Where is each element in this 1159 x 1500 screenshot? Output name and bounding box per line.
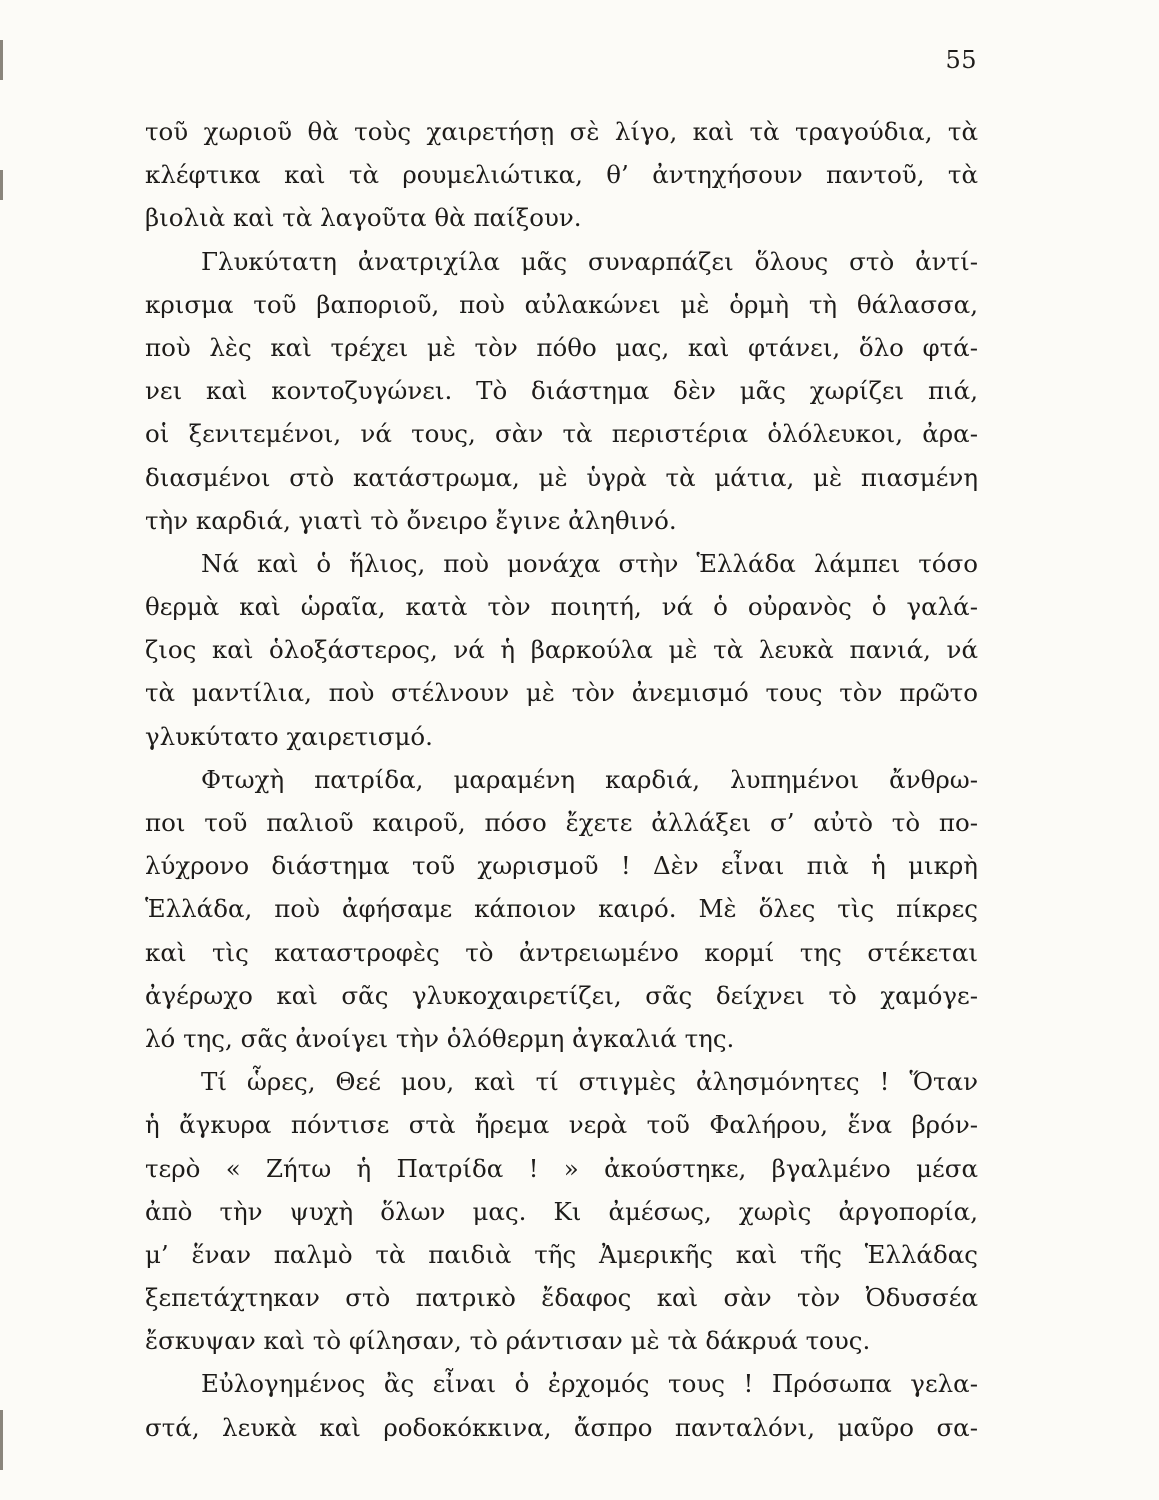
text-line: τερὸ « Ζήτω ἡ Πατρίδα ! » ἀκούστηκε, βγαλμένο μέσα (145, 1153, 978, 1183)
scan-edge-mark (0, 170, 3, 200)
text-line: Φτωχὴ πατρίδα, μαραμένη καρδιά, λυπημένοι ἄνθρω- (201, 764, 978, 794)
paragraph (145, 1060, 978, 1362)
text-line: θερμὰ καὶ ὡραῖα, κατὰ τὸν ποιητή, νά ὁ οὐρανὸς ὁ γαλά- (145, 592, 978, 622)
text-line: γλυκύτατο χαιρετισμό. (145, 721, 433, 751)
text-line: κρισμα τοῦ βαποριοῦ, ποὺ αὐλακώνει μὲ ὁρμὴ τὴ θάλασσα, (145, 289, 978, 319)
text-line: Γλυκύτατη ἀνατριχίλα μᾶς συναρπάζει ὅλους στὸ ἀντί- (201, 246, 978, 276)
paragraph (145, 1362, 978, 1448)
text-line: Εὐλογημένος ἂς εἶναι ὁ ἐρχομός τους ! Πρόσωπα γελα- (201, 1369, 978, 1399)
scan-edge-mark (0, 40, 3, 80)
text-line: οἱ ξενιτεμένοι, νά τους, σὰν τὰ περιστέρια ὁλόλευκοι, ἀρα- (145, 419, 978, 449)
text-line: ἡ ἄγκυρα πόντισε στὰ ἤρεμα νερὰ τοῦ Φαλήρου, ἕνα βρόν- (145, 1110, 978, 1140)
text-line: μ’ ἕναν παλμὸ τὰ παιδιὰ τῆς Ἀμερικῆς καὶ τῆς Ἑλλάδας (145, 1239, 978, 1269)
body-text (145, 110, 978, 1449)
page-number: 55 (945, 46, 977, 74)
text-line: κλέφτικα καὶ τὰ ρουμελιώτικα, θ’ ἀντηχήσουν παντοῦ, τὰ (145, 160, 978, 190)
paragraph (145, 110, 978, 240)
text-line: ποὺ λὲς καὶ τρέχει μὲ τὸν πόθο μας, καὶ φτάνει, ὅλο φτά- (145, 332, 978, 362)
text-line: Νά καὶ ὁ ἥλιος, ποὺ μονάχα στὴν Ἑλλάδα λάμπει τόσο (201, 548, 978, 578)
text-line: διασμένοι στὸ κατάστρωμα, μὲ ὑγρὰ τὰ μάτια, μὲ πιασμένη (145, 462, 978, 492)
text-line: τοῦ χωριοῦ θὰ τοὺς χαιρετήσῃ σὲ λίγο, καὶ τὰ τραγούδια, τὰ (145, 117, 978, 146)
text-line: ποι τοῦ παλιοῦ καιροῦ, πόσο ἔχετε ἀλλάξει σ’ αὐτὸ τὸ πο- (145, 808, 978, 837)
text-line: λό της, σᾶς ἀνοίγει τὴν ὁλόθερμη ἀγκαλιά της. (145, 1023, 735, 1053)
text-line: Ἑλλάδα, ποὺ ἀφήσαμε κάποιον καιρό. Μὲ ὅλες τὶς πίκρες (145, 894, 978, 924)
paragraph (145, 758, 978, 1060)
text-line: βιολιὰ καὶ τὰ λαγοῦτα θὰ παίξουν. (145, 203, 582, 233)
text-line: λύχρονο διάστημα τοῦ χωρισμοῦ ! Δὲν εἶναι πιὰ ἡ μικρὴ (145, 851, 978, 881)
text-line: τὴν καρδιά, γιατὶ τὸ ὄνειρο ἔγινε ἀληθινό. (145, 505, 677, 535)
text-line: καὶ τὶς καταστροφὲς τὸ ἀντρειωμένο κορμί της στέκεται (145, 937, 978, 967)
text-line: ξεπετάχτηκαν στὸ πατρικὸ ἔδαφος καὶ σὰν τὸν Ὀδυσσέα (145, 1283, 978, 1313)
text-line: στά, λευκὰ καὶ ροδοκόκκινα, ἄσπρο πανταλόνι, μαῦρο σα- (145, 1412, 978, 1442)
paragraph (145, 240, 978, 542)
text-line: ἀπὸ τὴν ψυχὴ ὅλων μας. Κι ἀμέσως, χωρὶς ἀργοπορία, (145, 1196, 978, 1226)
text-line: τὰ μαντίλια, ποὺ στέλνουν μὲ τὸν ἀνεμισμό τους τὸν πρῶτο (145, 678, 978, 708)
text-line: νει καὶ κοντοζυγώνει. Τὸ διάστημα δὲν μᾶς χωρίζει πιά, (145, 376, 978, 406)
text-line: Τί ὧρες, Θεέ μου, καὶ τί στιγμὲς ἀλησμόνητες ! Ὅταν (201, 1067, 978, 1097)
text-line: ἀγέρωχο καὶ σᾶς γλυκοχαιρετίζει, σᾶς δείχνει τὸ χαμόγε- (145, 980, 978, 1010)
text-line: ζιος καὶ ὁλοξάστερος, νά ἡ βαρκούλα μὲ τὰ λευκὰ πανιά, νά (145, 635, 978, 665)
paragraph (145, 542, 978, 758)
text-line: ἔσκυψαν καὶ τὸ φίλησαν, τὸ ράντισαν μὲ τὰ δάκρυά τους. (145, 1326, 871, 1356)
scan-edge-mark (0, 1410, 3, 1470)
